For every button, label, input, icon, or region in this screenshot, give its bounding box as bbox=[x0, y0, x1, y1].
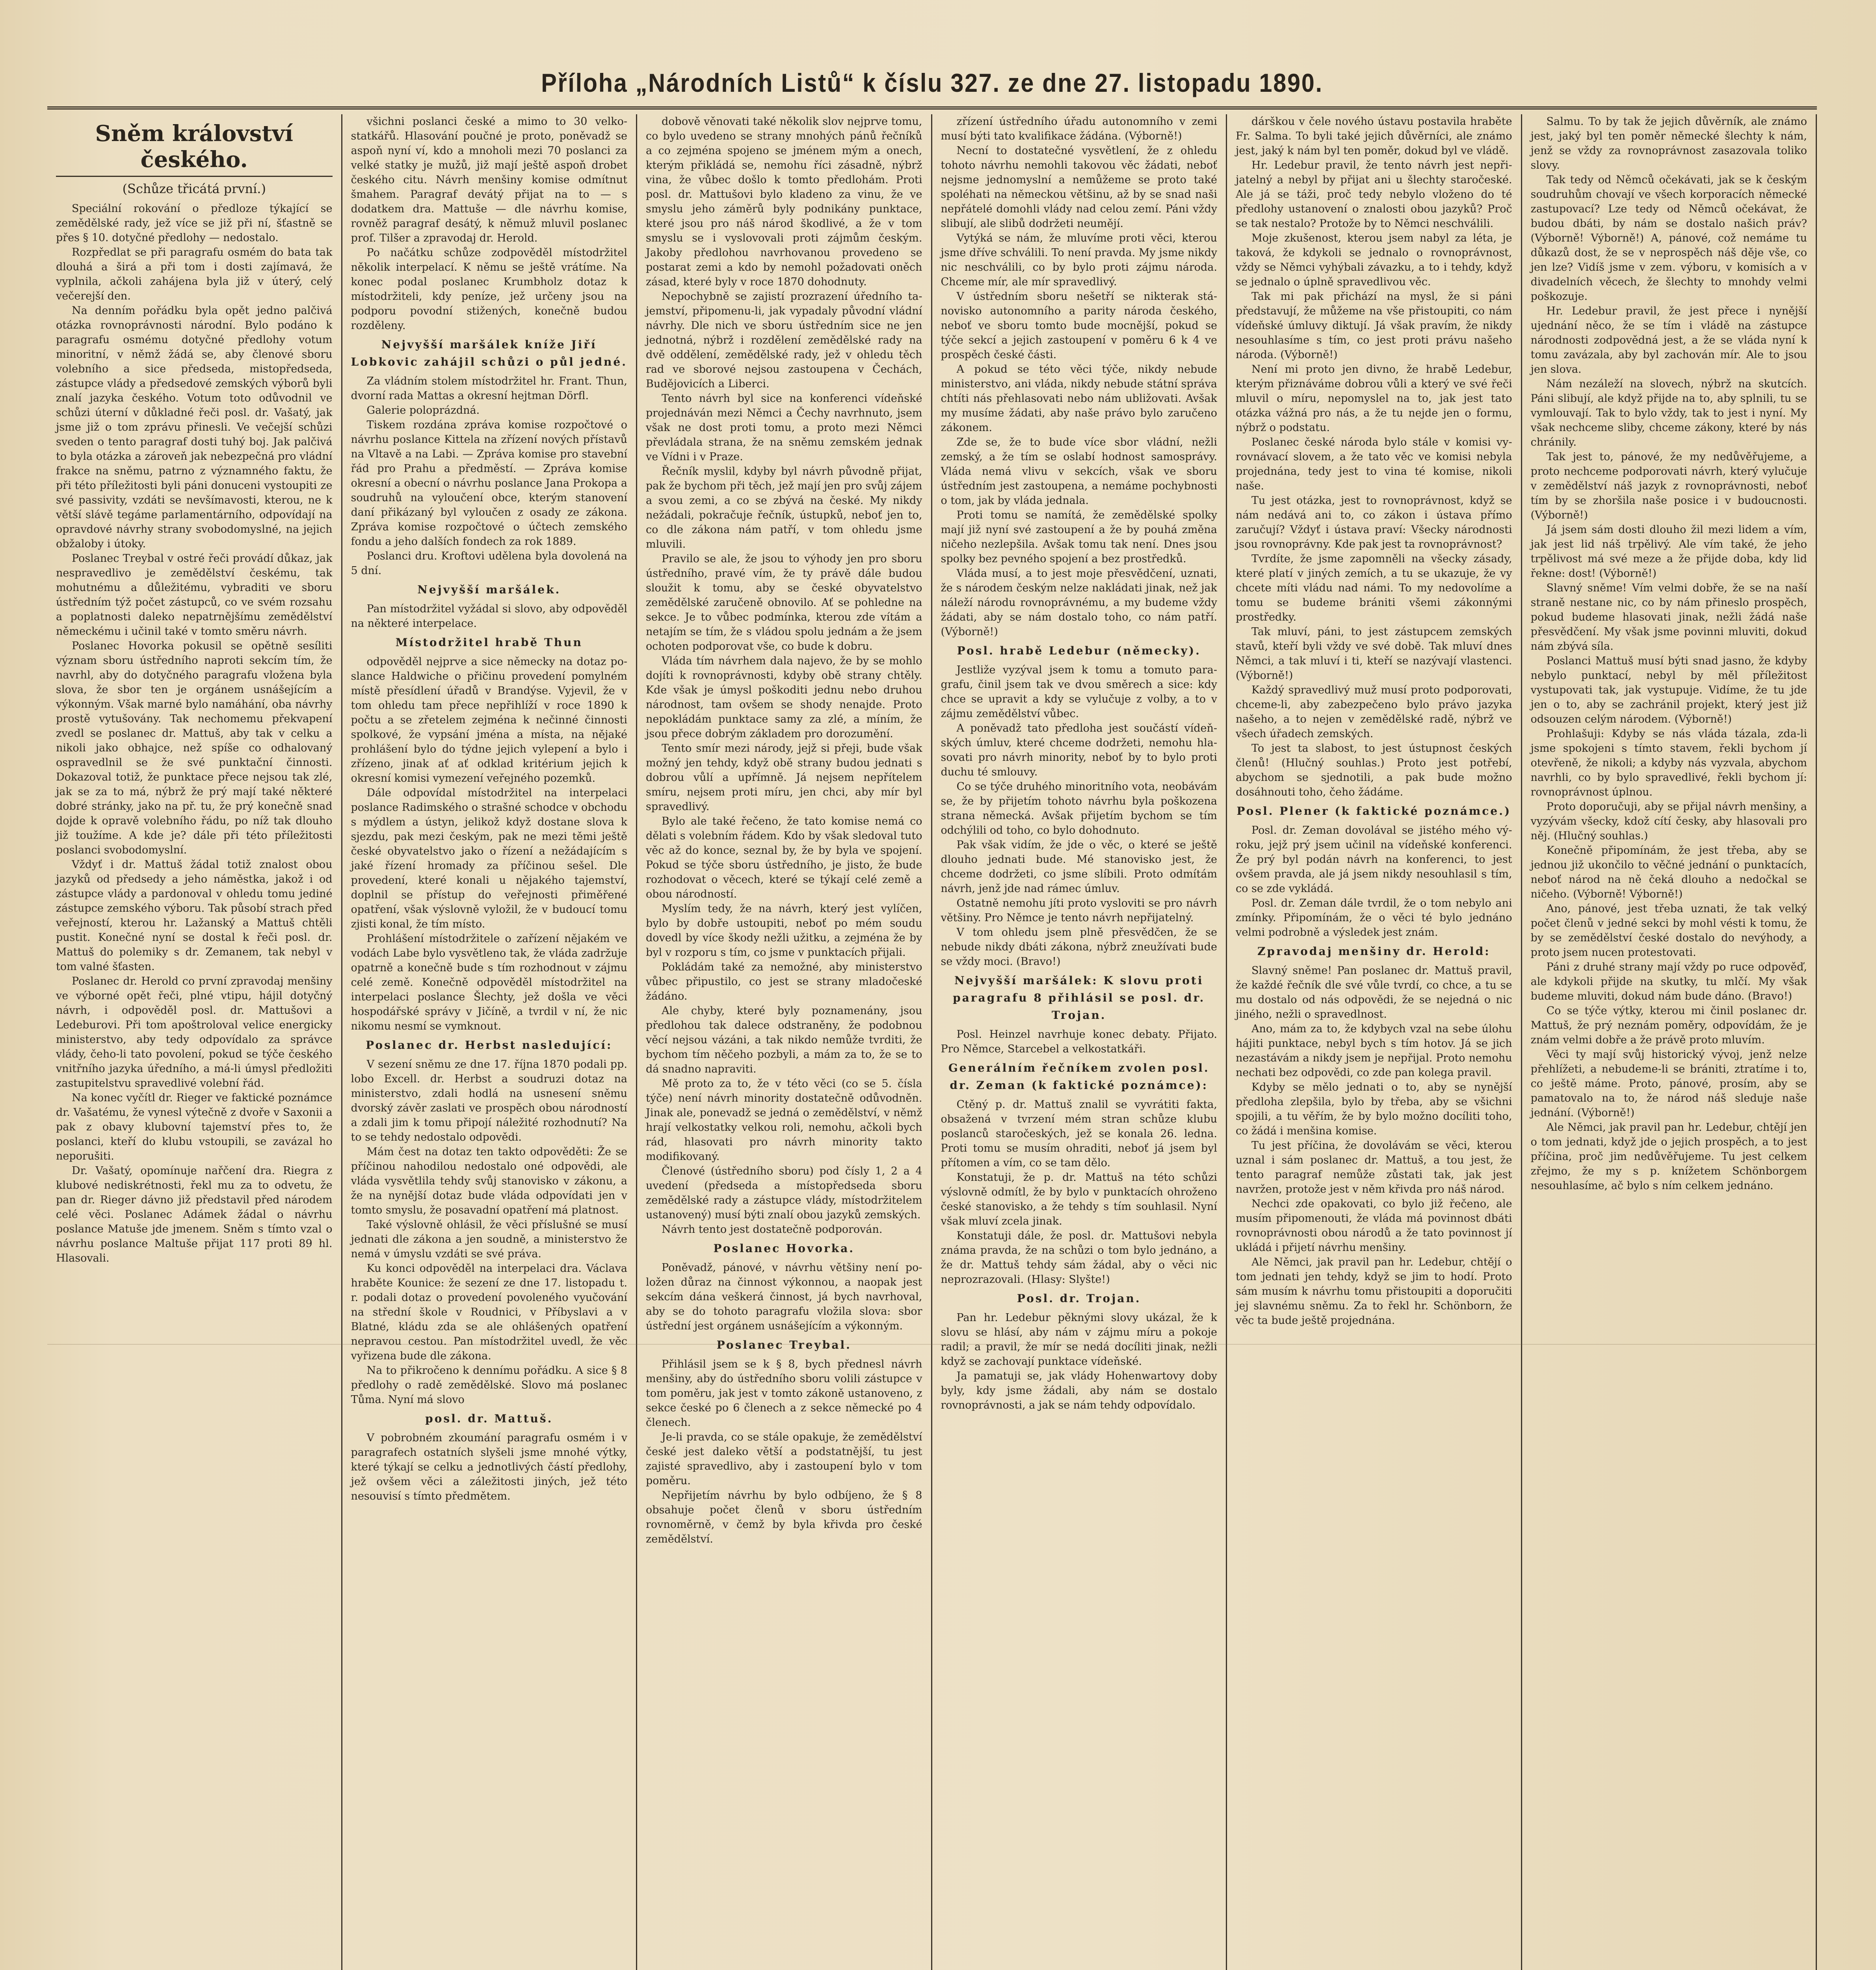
paragraph: Pak však vidím, že jde o věc, o které se ještě dlouho jednati bude. Mé stanovisko jest, že chceme dodržeti, co jsme slíbili. Proto odmítám návrh, jenž jde nad rámec úmluv. bbox=[941, 839, 1217, 895]
section-heading: Posl. hrabě Ledebur (německy). bbox=[957, 644, 1201, 657]
paragraph: Myslím tedy, že na návrh, který jest vylíčen, bylo by dobře ustoupiti, neboť po mém soudu dovedl by více škody nežli užitku, a zejména že by byl v rozporu s tím, co jsme v punktacích přijali. bbox=[646, 903, 922, 959]
paragraph: Je-li pravda, co se stále opakuje, že zemědělství české jest daleko větší a podstatnější, tu jest zajisté spravedlivo, aby i zastoupení bylo v tom poměru. bbox=[646, 1431, 922, 1487]
paragraph: Tak mi pak přichází na mysl, že si páni představují, že můžeme na vše přistoupiti, co nám vídeňské úmluvy diktují. Já však pravím, že nikdy nesouhlasíme s tím, co jest proti právu našeho národa. (Výborně!) bbox=[1236, 290, 1512, 361]
paragraph: Proto doporučuji, aby se přijal návrh menšiny, a vyzývám všecky, kdož cítí česky, aby hlasovali pro něj. (Hlučný souhlas.) bbox=[1530, 801, 1807, 842]
paragraph: V pobrobném zkoumání paragrafu osmém i v paragrafech ostatních slyšeli jsme mnohé výtky, které týkají se celku a jednotlivých částí předlohy, jež ovšem věci a záležitosti jiných, jež této nesouvisí s tímto předmětem. bbox=[351, 1432, 627, 1502]
paragraph: Rozpředlat se při paragrafu osmém do bata tak dlouhá a širá a při tom i dosti zajímavá, že vyplnila, ačkoli zahájena byla již v úterý, celý večerejší den. bbox=[56, 246, 333, 302]
paragraph: To jest ta slabost, to jest ústupnost českých členů! (Hlučný souhlas.) Proto jest potřebí, abychom se sjednotili, a pak bude možno dosáhnouti toho, čeho žádáme. bbox=[1236, 742, 1512, 798]
paragraph: Vždyť i dr. Mattuš žádal totiž znalost obou jazyků od předsedy a jeho náměstka, jakož i od zástupce vlády a pardonoval v ohledu tomu jediné zástupce zemského výboru. Tak působí strach před veřejností, kterou hr. Lažanský a Mattuš chtěli pustit. Konečné nyní se dostal k řeči posl. dr. Mattuš do polemiky s dr. Zemanem, tak nebyl v tom valné šťasten. bbox=[56, 859, 333, 973]
paragraph: Poslanec české národa bylo stále v komisi vyrovnávací slovem, a že tato věc ve komisi nebyla projednána, tedy jest to vina té komise, nikoli naše. bbox=[1236, 436, 1512, 492]
paragraph: Co se týče druhého minoritního vota, neobávám se, že by přijetím tohoto návrhu byla poškozena strana německá. Avšak přijetím bychom se tím odchýlili od toho, co bylo dohodnuto. bbox=[941, 781, 1217, 836]
paragraph: všichni poslanci české a mimo to 30 velkostatkářů. Hlasování poučné je proto, poněvadž se aspoň nyní ví, kdo a mnoholi mezi 70 poslanci za velké statky je mužů, již mají ještě aspoň drobet českého citu. Návrh menšiny komise odmítnut šmahem. Paragraf devátý přijat na to — s dodatkem dra. Mattuše — dle návrhu komise, rovněž paragraf desátý, k němuž mluvil poslanec prof. Tilšer a zpravodaj dr. Herold. bbox=[351, 115, 627, 244]
column-body bbox=[56, 201, 333, 1266]
paragraph: Ku konci odpověděl na interpelaci dra. Václava hraběte Kounice: že sezení ze dne 17. listopadu t. r. podali dotaz o provedení povoleného vyučování na střední škole v Roudnici, v Příbyslavi a v Blatné, kládu zda se ale ohlášených opatření nepravou cestou. Pan místodržitel uvedl, že věc vyřizena bude dle zákona. bbox=[351, 1262, 627, 1362]
paragraph: V tom ohledu jsem plně přesvědčen, že se nebude nikdy dbáti zákona, nýbrž zneužívati bude se vždy moci. (Bravo!) bbox=[941, 926, 1217, 968]
column-2 bbox=[342, 114, 638, 1970]
paragraph: zřízení ústředního úřadu autonomního v zemi musí býti tato kvalifikace žádána. (Výborně!) bbox=[941, 115, 1217, 142]
paragraph: Věci ty mají svůj historický vývoj, jenž nelze přehlížeti, a nebudeme-li se brániti, ztratíme i to, co ještě máme. Proto, pánové, prosím, aby se pamatovalo na to, že národ náš sleduje naše jednání. (Výborně!) bbox=[1530, 1048, 1807, 1119]
column-body bbox=[941, 114, 1218, 1412]
section-heading: Nejvyšší maršálek: K slovu proti paragrafu 8 přihlásil se posl. dr. Trojan. bbox=[953, 974, 1205, 1022]
section-heading: Nejvyšší maršálek. bbox=[417, 583, 561, 596]
paragraph: Poslanec Hovorka pokusil se opětně sesíliti význam sboru ústředního naproti sekcím tím, že navrhl, aby do dotyčného paragrafu vložena byla slova, že sbor ten je orgánem usnášejícím a výkonným. Však marné bylo namáhání, oba návrhy prostě vytušovány. Tak nechomemu překvapení zvedl se poslanec dr. Mattuš, aby tak v celku a nikoli jako obhajce, než spíše co odhalovaný ospravedlnil se že své punktační činnosti. Dokazoval totiž, že punktace přece nejsou tak zlé, jak se za to má, nýbrž že prý mají také některé dobré stránky, jako na př. tu, že prý konečně snad dojde k opravě volebního řádu, po níž tak dlouho již toužíme. A kde je? dále při této příležitosti poslanci svobodomyslní. bbox=[56, 640, 333, 856]
paragraph: Ja pamatuji se, jak vlády Hohenwartovy doby byly, kdy jsme žádali, aby nám se dostalo rovnoprávnosti, a jak se nám tehdy odpovídalo. bbox=[941, 1370, 1217, 1411]
paragraph: Proti tomu se namítá, že zemědělské spolky mají již nyní své zastoupení a že by pouhá změna ničeho nezlepšila. Avšak tomu tak není. Dnes jsou spolky bez pevného spojení a bez prostředků. bbox=[941, 509, 1217, 565]
paragraph: Ale Němci, jak pravil pan hr. Ledebur, chtějí jen o tom jednati, když jde o jejich prospěch, a to jest příčina, proč jim nedůvěřujeme. Tu jest celkem zřejmo, že my s p. knížetem Schönborgem nesouhlasíme, ač bylo s ním celkem jednáno. bbox=[1530, 1121, 1807, 1192]
section-heading: Poslanec Hovorka. bbox=[713, 1242, 855, 1255]
paragraph: Na konec vyčítl dr. Rieger ve faktické poznámce dr. Vašatému, že vynesl výtečně z dvoře v Saxonii a pak z obavy klubovní tajemství přes to, že poslanci, kteří do klubu vstoupili, se zavázal ho neporušiti. bbox=[56, 1092, 333, 1162]
paragraph: Salmu. To by tak že jejich důvěrník, ale známo jest, jaký byl ten poměr německé šlechty k nám, jenž se vždy za rovnoprávnost zasazovala toliko slovy. bbox=[1530, 115, 1807, 171]
paragraph: Nechci zde opakovati, co bylo již řečeno, ale musím připomenouti, že vláda má povinnost dbáti rovnoprávnosti obou národů a že tato povinnost jí ukládá i přijetí návrhu menšiny. bbox=[1236, 1198, 1512, 1254]
paragraph: Ano, pánové, jest třeba uznati, že tak velký počet členů v jedné sekci by mohl vésti k tomu, že by se zemědělství české dostalo do nevýhody, a proto jsem nucen protestovati. bbox=[1530, 903, 1807, 959]
paragraph: Hr. Ledebur pravil, že jest přece i nynější ujednání něco, že se tím i vládě na zástupce národnosti zodpovědná jest, a že se vláda nyní k tomu zavázala, aby byl zachován mír. Ale to jsou jen slova. bbox=[1530, 305, 1807, 375]
paragraph: Tiskem rozdána zpráva komise rozpočtové o návrhu poslance Kittela na zřízení nových přístavů na Vltavě a na Labi. — Zpráva komise pro stavební řád pro Prahu a předměstí. — Zpráva komise okresní a obecní o návrhu poslance Jana Prokopa a soudruhů na vyloučení obce, kterým stanovení daní přikázaný byl vyloučen z osady ze zákona. Zpráva komise rozpočtové o účtech zemského fondu a jeho dalších fondech za rok 1889. bbox=[351, 419, 627, 548]
paragraph: Moje zkušenost, kterou jsem nabyl za léta, je taková, že kdykoli se jednalo o rovnoprávnost, vždy se Němci vyhýbali závazku, a to i tehdy, když se jednalo o úplně spravedlivou věc. bbox=[1236, 232, 1512, 288]
paragraph: Galerie poloprázdná. bbox=[366, 404, 480, 416]
paragraph: Po načátku schůze zodpověděl místodržitel několik interpelací. K němu se ještě vrátíme. Na konec podal poslanec Krumbholz dotaz k místodržiteli, kdy peníze, jež určeny jsou na podporu povodní stižených, konečně budou rozděleny. bbox=[351, 247, 627, 332]
column-body bbox=[1531, 114, 1807, 1193]
paragraph: Nepřijetím návrhu by bylo odbíjeno, že § 8 obsahuje počet členů v sboru ústředním rovnoměrně, v čemž by byla křivda pro české zemědělství. bbox=[646, 1489, 922, 1545]
article-subtitle: (Schůze třicátá první.) bbox=[122, 181, 266, 196]
paragraph: Nepochybně se zajistí prozrazení úředního tajemství, připomenu-li, jak vypadaly původní vládní návrhy. Dle nich ve sboru ústředním sice ne jen jednotná, nýbrž i rozdělení zemědělské rady na dvě oddělení, zemědělské rady, jež v ohledu těch rad ve sborové nejsou zastoupena v Čechách, Budějovicích a Liberci. bbox=[646, 290, 922, 390]
paragraph: V ústředním sboru nešetří se nikterak stánovisko autonomního a parity národa českého, neboť ve sboru tomto bude mocnější, pokud se týče sekcí a jejich zastoupení v poměru 6 k 4 ve prospěch české části. bbox=[941, 290, 1217, 361]
paragraph: Vláda musí, a to jest moje přesvědčení, uznati, že s národem českým nelze nakládati jinak, než jak náleží národu rovnoprávnému, a my budeme vždy žádati, aby se nám dostalo toho, co nám patří. (Výborně!) bbox=[941, 567, 1217, 638]
paragraph: Přihlásil jsem se k § 8, bych přednesl návrh menšiny, aby do ústředního sboru volili zástupce v tom poměru, jak jest v tomto zákoně ustanoveno, z sekce české po 6 členech a z sekce německé po 4 členech. bbox=[646, 1358, 922, 1429]
paragraph: Řečník myslil, kdyby byl návrh původně přijat, pak že bychom při těch, jež mají jen pro svůj zájem a svou zemi, a co se zbývá na české. My nikdy nežádali, pokračuje řečník, ústupků, neboť jen to, co dle zákona nám patří, v tom ohledu jsme mluvili. bbox=[646, 465, 922, 550]
column-1 bbox=[47, 114, 342, 1970]
column-body bbox=[646, 114, 922, 1546]
paragraph: Ano, mám za to, že kdybych vzal na sebe úlohu hájiti punktace, nebyl bych s tím hotov. Já se jich nezastávám a nikdy jsem je nepřijal. Proto nemohu nechati bez odpovědi, co zde pan kolega pravil. bbox=[1236, 1023, 1512, 1079]
paragraph: Ctěný p. dr. Mattuš znalil se vyvrátiti fakta, obsažená v tvrzení mém stran schůze klubu poslanců staročeských, jež se konala 26. ledna. Proti tomu se musím ohraditi, neboť já jsem byl přítomen a vím, co se tam dělo. bbox=[941, 1098, 1217, 1169]
section-heading: Zpravodaj menšiny dr. Herold: bbox=[1257, 945, 1491, 958]
paragraph: Ostatně nemohu jíti proto vysloviti se pro návrh většiny. Pro Němce je tento návrh nepřijatelný. bbox=[941, 897, 1217, 924]
paragraph: Mám čest na dotaz ten takto odpověděti: Že se příčinou nahodilou nedostalo oné odpovědi, ale vláda vysvětlila tehdy svůj stanovisko v zákonu, a že na nynější dotaz bude vláda odpovídati jen v tomto smyslu, že posavadní opatření má platnost. bbox=[351, 1146, 627, 1216]
paragraph: Není mi proto jen divno, že hrabě Ledebur, kterým přiznáváme dobrou vůli a který ve své řeči mluvil o míru, nepomyslel na to, jak jest tato otázka vážná pro nás, a že tu nejde jen o formu, nýbrž o podstatu. bbox=[1236, 363, 1512, 434]
paragraph: Prohlášení místodržitele o zařízení nějakém ve vodách Labe bylo vysvětleno tak, že vláda zadržuje opatrně a konečně bude s tím rozhodnout v zájmu celé země. Konečně odpověděl místodržitel na interpelaci poslance Šlechty, jež došla ve věci hospodářské správy v Jičíně, a tvrdil v ní, že nic nikomu nesmí se vymknout. bbox=[351, 933, 627, 1032]
paragraph: Tento smír mezi národy, jejž si přeji, bude však možný jen tehdy, když obě strany budou jednati s dobrou vůlí a upřímně. Já nejsem nepřítelem smíru, nejsem proti míru, jen chci, aby mír byl spravedlivý. bbox=[646, 742, 922, 813]
section-heading: Nejvyšší maršálek kníže Jiří Lobkovic zahájil schůzi o půl jedné. bbox=[351, 338, 627, 368]
column-3 bbox=[637, 114, 932, 1970]
paragraph: Vláda tím návrhem dala najevo, že by se mohlo dojíti k rovnoprávnosti, kdyby obě strany chtěly. Kde však je úmysl poškoditi jednu nebo druhou národnost, tam ovšem se shody nenajde. Proto nepokládám punktace samy za zlé, a míním, že jsou přece dobrým základem pro dorozumění. bbox=[646, 655, 922, 740]
paragraph: Každý spravedlivý muž musí proto podporovati, chceme-li, aby zabezpečeno bylo právo jazyka našeho, a to nejen v zemědělské radě, nýbrž ve všech úřadech zemských. bbox=[1236, 684, 1512, 740]
paragraph: Páni z druhé strany mají vždy po ruce odpověď, ale kdykoli přijde na skutky, tu mlčí. My však budeme mluviti, dokud nám bude dáno. (Bravo!) bbox=[1530, 961, 1807, 1002]
paragraph: Také výslovně ohlásil, že věci příslušné se musí jednati dle zákona a jen soudně, a ministerstvo že nemá v úmyslu vzdáti se své práva. bbox=[351, 1219, 627, 1260]
paragraph: Pravilo se ale, že jsou to výhody jen pro sboru ústředního, pravé vím, že ty právě dále budou sloužit k tomu, aby se české obyvatelstvo zemědělské zaručeně obnovilo. Ať se pohledne na sekce. Je to vůbec podmínka, kterou zde vítám a netajím se tím, že s vládou spolu jednám a že jsem ochoten podporovat vše, co bude k dobru. bbox=[646, 553, 922, 652]
paragraph: dárškou v čele nového ústavu postavila hraběte Fr. Salma. To byli také jejich důvěrníci, ale známo jest, jaký k nám byl ten poměr, dokud byl ve vládě. bbox=[1236, 115, 1512, 157]
paragraph: Jestliže vyzýval jsem k tomu a tomuto paragrafu, činil jsem tak ve dvou směrech a sice: kdy chce se upravit a kdy se vylučuje z volby, a to v zájmu zemědělství vůbec. bbox=[941, 664, 1217, 720]
section-heading: Poslanec Treybal. bbox=[716, 1338, 852, 1351]
paragraph: Bylo ale také řečeno, že tato komise nemá co dělati s volebním řádem. Kdo by však sledoval tuto věc až do konce, seznal by, že by byla ve spojení. Pokud se týče sboru ústředního, je jisto, že bude rozhodovat o věcech, které se týkají celé země a obou národností. bbox=[646, 815, 922, 900]
paragraph: Za vládním stolem místodržitel hr. Frant. Thun, dvorní rada Mattas a okresní hejtman Dörfl. bbox=[351, 375, 627, 402]
paragraph: A pokud se této věci týče, nikdy nebude ministerstvo, ani vláda, nikdy nebude státní správa chtíti nás přehlasovati nebo nám ubližovati. Avšak my musíme žádati, aby naše právo bylo zaručeno zákonem. bbox=[941, 363, 1217, 434]
paragraph: Pan místodržitel vyžádal si slovo, aby odpověděl na některé interpelace. bbox=[351, 603, 627, 630]
paragraph: Tento návrh byl sice na konferenci vídeňské projednáván mezi Němci a Čechy navrhnuto, jsem však ne dost proti tomu, a proto mezi Němci převládala strana, že na sněmu zemském jednak ve Vídni i v Praze. bbox=[646, 392, 922, 463]
paragraph: Návrh tento jest dostatečně podporován. bbox=[662, 1223, 883, 1236]
column-body bbox=[1236, 114, 1512, 1328]
paragraph: Zde se, že to bude více sbor vládní, nežli zemský, a že tím se oslabí hodnost samosprávy. Vláda nemá vlivu v sekcích, však ve sboru ústředním jest zastoupena, a nemáme pochybnosti o tom, jak by vláda jednala. bbox=[941, 436, 1217, 507]
section-heading: Posl. Plener (k faktické poznámce.) bbox=[1236, 805, 1512, 818]
paragraph: Posl. dr. Zeman dovolával se jistého mého výroku, jejž prý jsem učinil na vídeňské konferenci. Že prý byl podán návrh na konferenci, to jest ovšem pravda, ale já jsem nikdy nesouhlasil s tím, co se zde vykládá. bbox=[1236, 824, 1512, 895]
paragraph: Ale Němci, jak pravil pan hr. Ledebur, chtějí o tom jednati jen tehdy, když se jim to hodí. Proto sám musím k návrhu tomu přistoupiti a doporučiti jej slavnému sněmu. Za to řekl hr. Schönborn, že věc ta bude ještě projednána. bbox=[1236, 1256, 1512, 1327]
paragraph: Slavný sněme! Pan poslanec dr. Mattuš pravil, že každé řečník dle své vůle tvrdí, co chce, a tu se mu dostalo od nás odpovědi, že se nejedná o nic jiného, nežli o spravedlnost. bbox=[1236, 965, 1512, 1020]
paragraph: Ale chyby, které byly poznamenány, jsou předlohou tak dalece odstraněny, že podobnou věcí nejsou vázáni, a tak nikdo nemůže tvrditi, že bychom tím něčeho pozbyli, a mám za to, že se to dá snadno napraviti. bbox=[646, 1005, 922, 1075]
paragraph: Tak mluví, páni, to jest zástupcem zemských stavů, kteří byli vždy ve své době. Tak mluví dnes Němci, a tak mluví i ti, kteří se nazývají vlastenci. (Výborně!) bbox=[1236, 626, 1512, 682]
paragraph: odpověděl nejprve a sice německy na dotaz poslance Haldwiche o přičinu provedení pomylném místě přesídlení úřadů v Brandýse. Vyjevil, že v tom ohledu tam přece nepřihlíží v roce 1890 k počtu a se zřetelem zejména k nečinné činnosti spolkové, že vypsání jména a místa, na nějaké prohlášení bylo do týdne jejich vylepení a bylo i zřízeno, jinak ať ať odklad kritérium jejich k okresní komisi vymezení veřejného pozemků. bbox=[351, 656, 627, 784]
paragraph: Co se týče výtky, kterou mi činil poslanec dr. Mattuš, že prý neznám poměry, odpovídám, že je znám velmi dobře a že právě proto mluvím. bbox=[1530, 1005, 1807, 1046]
paragraph: Hr. Ledebur pravil, že tento návrh jest nepřijatelný a nebyl by přijat ani u šlechty staročeské. Ale já se táži, proč tedy nebylo vloženo do té předlohy ustanovení o znalosti obou jazyků? Proč se tak nestalo? Protože by to Němci neschválili. bbox=[1236, 159, 1512, 230]
column-4 bbox=[932, 114, 1227, 1970]
paragraph: A poněvadž tato předloha jest součástí vídeňských úmluv, které chceme dodržeti, nemohu hlasovati pro návrh minority, neboť by to bylo proti duchu té smlouvy. bbox=[941, 722, 1217, 778]
section-heading: Místodržitel hrabě Thun bbox=[395, 636, 583, 649]
paragraph: Poslanec Treybal v ostré řeči provádí důkaz, jak nespravedlivo je zemědělství českému, tak mohutnému a důležitému, vybraditi ve sboru ústředním týž počet zástupců, co ve svém rozsahu a poplatnosti daleko nepatrnějšímu zemědělství německému i učinil také v tomto směru návrh. bbox=[56, 552, 333, 637]
paragraph: Kdyby se mělo jednati o to, aby se nynější předloha zlepšila, bylo by třeba, aby se všichni spojili, a tu věřím, že by bylo možno docíliti toho, co žádá i menšina komise. bbox=[1236, 1081, 1512, 1137]
paragraph: Poslanec dr. Herold co první zpravodaj menšiny ve výborné opět řeči, plné vtipu, hájil dotyčný návrh, i odpověděl posl. dr. Mattušovi a Ledeburovi. Při tom apoštroloval velice energicky ministerstvo, aby tedy odpovídalo za správce vlády, čeho-li tato povolení, pokud se týče českého vnitřního jazyka úředního, a má-li úmysl předložiti zastupitelstvu spravedlivé volební řád. bbox=[56, 975, 333, 1089]
paragraph: Členové (ústředního sboru) pod čísly 1, 2 a 4 uvedení (předseda a místopředseda sboru zemědělské rady a zástupce vlády, místodržitelem ustanovený) musí býti znalí obou jazyků zemských. bbox=[646, 1165, 922, 1221]
paragraph: V sezení sněmu ze dne 17. října 1870 podali pp. lobo Excell. dr. Herbst a soudruzi dotaz na ministerstvo, zdali hodlá na usnesení sněmu dvorský závěr zaslati ve prospěch obou národností a zdali jim k tomu připojí náležité rozhodnutí? Na to se tehdy nedostalo odpovědi. bbox=[351, 1058, 627, 1143]
paper-fold-line bbox=[47, 1344, 1817, 1345]
paragraph: Vytýká se nám, že mluvíme proti věci, kterou jsme dříve schválili. To není pravda. My jsme nikdy nic neschválili, co by bylo proti zájmu národa. Chceme mír, ale mír spravedlivý. bbox=[941, 232, 1217, 288]
supplement-title: Příloha „Národních Listů“ k číslu 327. ze dne 27. listopadu 1890. bbox=[541, 68, 1323, 97]
section-heading: Generálním řečníkem zvolen posl. dr. Zeman (k faktické poznámce): bbox=[948, 1061, 1210, 1092]
paragraph: Poslanci Mattuš musí býti snad jasno, že kdyby nebylo punktací, nebyl by měl příležitost vystupovati tak, jak vystupuje. Vidíme, že tu jde jen o to, aby se zachránil projekt, který jest již odsouzen celým národem. (Výborně!) bbox=[1530, 655, 1807, 725]
columns-container bbox=[47, 114, 1817, 1970]
paragraph: Tvrdíte, že jsme zapomněli na všecky zásady, které platí v jiných zemích, a tu se ukazuje, že vy chcete míti vládu nad námi. To my nedovolíme a tomu se budeme brániti všemi zákonnými prostředky. bbox=[1236, 553, 1512, 623]
paragraph: Mě proto za to, že v této věci (co se 5. čísla týče) není návrh minority dostatečně odůvodněn. Jinak ale, ponevadž se jedná o zemědělství, v němž hrají velkostatky velkou roli, nemohu, ačkoli bych rád, hlasovati pro návrh minority takto modifikovaný. bbox=[646, 1078, 922, 1163]
section-heading: Poslanec dr. Herbst nasledující: bbox=[366, 1039, 613, 1052]
paragraph: Posl. Heinzel navrhuje konec debaty. Přijato. Pro Němce, Starcebel a velkostatkáři. bbox=[941, 1028, 1217, 1055]
paragraph: Já jsem sám dosti dlouho žil mezi lidem a vím, jak jest lid náš trpělivý. Ale vím také, že jeho trpělivost má své meze a že přijde doba, kdy lid řekne: dost! (Výborně!) bbox=[1530, 524, 1807, 580]
paragraph: Posl. dr. Zeman dále tvrdil, že o tom nebylo ani zmínky. Připomínám, že o věci té bylo jednáno velmi podrobně a výsledek jest znám. bbox=[1236, 897, 1512, 939]
paragraph: Speciální rokování o předloze týkající se zemědělské rady, jež více se již při ní, šťastně se přes § 10. dotyčné předlohy — nedostalo. bbox=[56, 203, 333, 244]
article-title: Sněm království českého. bbox=[56, 121, 333, 177]
section-heading: posl. dr. Mattuš. bbox=[425, 1412, 553, 1425]
paragraph: Dále odpovídal místodržitel na interpelaci poslance Radimského o strašné schodce v obchodu s mýdlem a ústyn, jelikož když dostane slova k sjezdu, pak mezi českým, pak ne mezi těmi ještě české obyvatelstvo jako o řízení a nežádajícím s jaké řízení hromady za příčinou sešel. Dle provedení, které konali u nějakého tajemství, doplnil se přístup do veřejnosti přiměřené opatření, však výslovně vyložil, že v budoucí tomu zjisti konal, že tím místo. bbox=[351, 787, 627, 930]
paragraph: Na denním pořádku byla opět jedno palčivá otázka rovnoprávnosti národní. Bylo podáno k paragrafu osmému dotyčné předlohy votum minoritní, v němž žádá se, aby členové sboru volebního a sice předseda, mistopředseda, zástupce vlády a předsedové zemských výborů byli znalí jazyka českého. Votum toto odůvodnil ve schůzi úterní v důkladné řeči posl. dr. Vašatý, jak jsme již o tom zprávu přinesli. Ve večejší schůzi sveden o tento paragraf dosti tuhý boj. Jak palčivá to byla otázka a zároveň jak nebezpečná pro vládní frakce na sněmu, patrno z významného faktu, že při této příležitosti byli páni donuceni vystoupiti ze své passivity, vzdáti se nevšímavosti, kterou, ne k větší slávě tegáme parlamentárního, odpovídají na opravdové návrhy strany svobodomyslné, na jejich obžaloby i útoky. bbox=[56, 305, 333, 550]
paragraph: Konstatuji, že p. dr. Mattuš na této schůzi výslovně odmítl, že by bylo v punktacích ohroženo české stanovisko, a že tehdy s tím souhlasil. Nyní však mluví zcela jinak. bbox=[941, 1171, 1217, 1227]
paragraph: Prohlašuji: Kdyby se nás vláda tázala, zda-li jsme spokojeni s tímto stavem, řekli bychom jí otevřeně, že nikoli; a kdyby nás vyzvala, abychom navrhli, co by bylo spravedlivé, řekli bychom jí: rovnoprávnost úplnou. bbox=[1530, 728, 1807, 798]
paragraph: Konstatuji dále, že posl. dr. Mattušovi nebyla známa pravda, že na schůzi o tom bylo jednáno, a že dr. Mattuš tehdy sám žádal, aby o věci nic neprozrazovali. (Hlasy: Slyšte!) bbox=[941, 1230, 1217, 1286]
paragraph: Pan hr. Ledebur pěknými slovy ukázal, že k slovu se hlásí, aby nám v zájmu míru a pokoje radil; a pravil, že mír se nedá docíliti jinak, nežli když se zachovají punktace vídeňské. bbox=[941, 1312, 1217, 1368]
paragraph: Nám nezáleží na slovech, nýbrž na skutcích. Páni slibují, ale když přijde na to, aby splnili, tu se vymlouvají. Tak to bylo vždy, tak to jest i nyní. My však nechceme sliby, chceme zákony, které by nás chránily. bbox=[1530, 378, 1807, 448]
paragraph: Konečně připomínám, že jest třeba, aby se jednou již ukončilo to věčné jednání o punktacích, neboť národ na ně čeká dlouho a nedočkal se ničeho. (Výborně! Výborně!) bbox=[1530, 844, 1807, 900]
paragraph: Dr. Vašatý, opomínuje nařčení dra. Riegra z klubové nediskrétnosti, řekl mu za to odvetu, že pan dr. Rieger dávno již představil před národem celé věci. Poslanec Adámek žádal o návrhu poslance Matuše jde jmenem. Sněm s tímto vzal o návrhu poslance Maltuše přijat 117 proti 89 hl. Hlasovali. bbox=[56, 1165, 333, 1264]
paragraph: dobově věnovati také několik slov nejprve tomu, co bylo uvedeno se strany mnohých pánů řečníků a co zejména spojeno se jménem mým a onech, kterým přikládá se, nemohu říci zásadně, nýbrž vina, že vůbec došlo k tomto předlohám. Proti posl. dr. Mattušovi bylo kladeno za vinu, že ve smyslu jeho záměrů byly podnikány punktace, které jsou pro náš národ škodlivé, a že v tom smyslu se i vyslovovali proti zájmům českým. Jakoby předlohou navrhovanou provedeno se postarat zemi a kdo by nemohl požadovati oněch zásad, které byly v roce 1870 dohodnuty. bbox=[646, 115, 922, 288]
paragraph: Na to přikročeno k dennímu pořádku. A sice § 8 předlohy o radě zemědělské. Slovo má poslanec Tůma. Nyní má slovo bbox=[351, 1364, 627, 1406]
paragraph: Tak tedy od Němců očekávati, jak se k českým soudruhům chovají ve všech korporacích německé zastupovací? Lze tedy od Němců očekávat, že budou dbáti, by nám se dostalo našich práv? (Výborně! Výborně!) A, pánové, což nemáme tu důkazů dost, že se v neprospěch náš děje vše, co jen lze? Vidíš jsme v zem. výboru, v komisích a v divadelních věcech, že šlechty to mnohdy velmi poškozuje. bbox=[1530, 174, 1807, 303]
paragraph: Poslanci dru. Kroftovi udělena byla dovolená na 5 dní. bbox=[351, 550, 627, 577]
column-5 bbox=[1227, 114, 1522, 1970]
section-heading: Posl. dr. Trojan. bbox=[1017, 1292, 1141, 1305]
paragraph: Tu jest otázka, jest to rovnoprávnost, když se nám nedává ani to, co zákon i ústava přímo zaručují? Vždyť i ústava praví: Všecky národnosti jsou rovnoprávny. Kde pak jest ta rovnoprávnost? bbox=[1236, 494, 1512, 550]
paragraph: Necní to dostatečné vysvětlení, že z ohledu tohoto návrhu nemohli takovou věc žádati, neboť nejsme jednomyslní a nemůžeme se proto také spoléhati na německou většinu, až by se snad naši nepřátelé domohli vlády nad celou zemí. Páni vždy slibují, ale slibů dodržeti neumějí. bbox=[941, 145, 1217, 230]
paragraph: Tak jest to, pánové, že my nedůvěřujeme, a proto nechceme podporovati návrh, který vylučuje v zemědělství náš jazyk z rovnoprávnosti, neboť tím by se zhoršila naše posice i v budoucnosti. (Výborně!) bbox=[1530, 451, 1807, 521]
paragraph: Tu jest příčina, že dovolávám se věci, kterou uznal i sám poslanec dr. Mattuš, a tou jest, že tento paragraf nemůže zůstati tak, jak jest navržen, protože jest v něm křivda pro náš národ. bbox=[1236, 1139, 1512, 1195]
paragraph: Slavný sněme! Vím velmi dobře, že se na naší straně nestane nic, co by nám přineslo prospěch, pokud budeme hlasovati jinak, nežli žádá naše přesvědčení. My však jsme povinni mluviti, dokud nám zbývá síla. bbox=[1530, 582, 1807, 652]
column-body bbox=[351, 114, 628, 1504]
paragraph: Poněvadž, pánové, v návrhu většiny není položen důraz na činnost výkonnou, a naopak jest sekcím dána veškerá činnost, já bych navrhoval, aby se do tohoto paragrafu vložila slova: sbor ústřední jest orgánem usnášejícím a výkonným. bbox=[646, 1262, 922, 1332]
page-header bbox=[47, 59, 1817, 110]
paragraph: Pokládám také za nemožné, aby ministerstvo vůbec připustilo, co jest se strany mladočeské žádáno. bbox=[646, 961, 922, 1002]
column-6 bbox=[1522, 114, 1817, 1970]
